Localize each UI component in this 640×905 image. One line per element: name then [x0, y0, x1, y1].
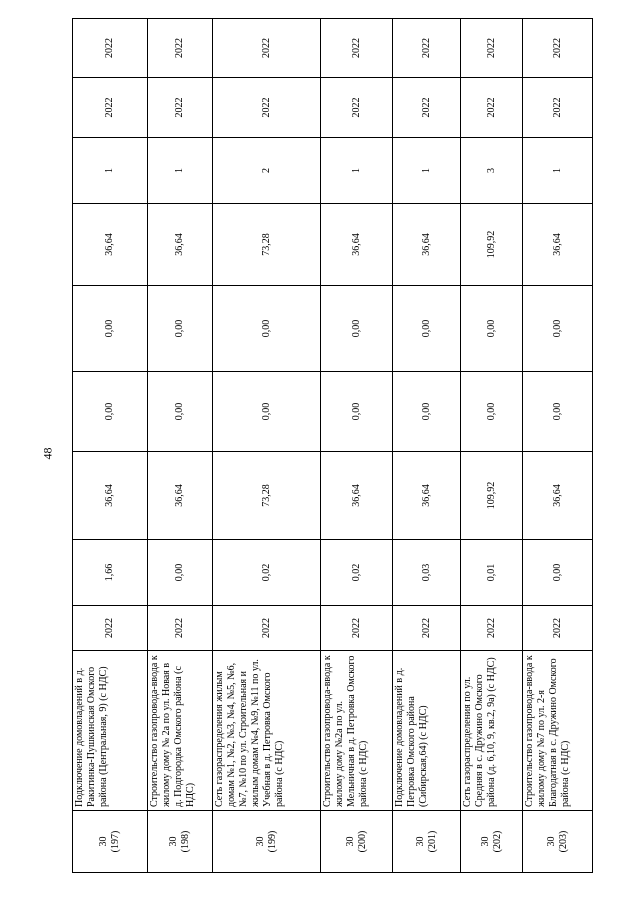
row-value-5: 36,64: [393, 204, 461, 286]
row-num: 30: [414, 836, 426, 847]
row-year-end: 2022: [213, 19, 321, 78]
row-year: 2022: [393, 606, 461, 651]
row-value-1: 0,03: [393, 540, 461, 606]
row-code: (199): [266, 830, 278, 853]
table-row: [461, 19, 523, 873]
row-year: 2022: [461, 606, 523, 651]
row-year-start: 2022: [213, 78, 321, 138]
row-year-start: 2022: [393, 78, 461, 138]
row-id-wrap: [480, 831, 504, 853]
row-value-1: 0,01: [461, 540, 523, 606]
row-value-4: 0,00: [148, 286, 213, 372]
row-id-wrap: [546, 831, 570, 853]
row-value-1: 1,66: [73, 540, 148, 606]
row-value-4: 0,00: [393, 286, 461, 372]
row-value-3: 0,00: [321, 372, 393, 452]
row-value-3: 0,00: [213, 372, 321, 452]
row-description: Строительство газопровода-ввода к жилому дому №2а по ул. Мельничная в д. Петровка Омского района (с НДС): [321, 651, 393, 811]
row-value-5: 36,64: [321, 204, 393, 286]
row-value-5: 36,64: [523, 204, 593, 286]
row-id-wrap: [345, 831, 369, 853]
row-year: 2022: [523, 606, 593, 651]
row-value-5: 36,64: [148, 204, 213, 286]
row-num: 30: [344, 836, 356, 847]
row-count: 1: [321, 138, 393, 204]
row-value-1: 0,00: [523, 540, 593, 606]
row-description: Строительство газопровода-ввода к жилому дому № 2а по ул. Новая в д. Подгородка Омского района (с НДС): [148, 651, 213, 811]
row-value-5: 73,28: [213, 204, 321, 286]
row-year-end: 2022: [461, 19, 523, 78]
row-value-2: 73,28: [213, 452, 321, 540]
row-year-end: 2022: [148, 19, 213, 78]
row-value-4: 0,00: [73, 286, 148, 372]
row-year-start: 2022: [523, 78, 593, 138]
row-year: 2022: [73, 606, 148, 651]
row-description: Подключение домовладений в д. Ракитинка-Пушкинская Омского района (Центральная, 9) (с НДС): [73, 651, 148, 811]
row-year-end: 2022: [73, 19, 148, 78]
row-description: Строительство газопровода-ввода к жилому дому №7 по ул. 2-я Благодатная в с. Дружино Омского района (с НДС): [523, 651, 593, 811]
row-value-2: 36,64: [73, 452, 148, 540]
row-description: Сеть газораспределения по ул. Средняя в с. Дружино Омского района (д. 6,10, 9, кв.2, 9а) (с НДС): [461, 651, 523, 811]
row-value-4: 0,00: [461, 286, 523, 372]
data-table: [72, 18, 593, 873]
row-year-end: 2022: [523, 19, 593, 78]
row-id-wrap: [168, 831, 192, 853]
row-id: [523, 811, 593, 873]
row-value-5: 109,92: [461, 204, 523, 286]
row-id: [321, 811, 393, 873]
row-year-end: 2022: [393, 19, 461, 78]
row-code: (203): [557, 830, 569, 853]
row-count: 1: [148, 138, 213, 204]
row-count: 1: [73, 138, 148, 204]
row-num: 30: [254, 836, 266, 847]
row-count: 1: [393, 138, 461, 204]
row-id: [393, 811, 461, 873]
row-year-start: 2022: [321, 78, 393, 138]
row-value-2: 36,64: [393, 452, 461, 540]
row-year: 2022: [213, 606, 321, 651]
row-value-4: 0,00: [321, 286, 393, 372]
row-value-2: 36,64: [523, 452, 593, 540]
row-num: 30: [98, 836, 109, 847]
row-id: [461, 811, 523, 873]
row-num: 30: [168, 836, 179, 847]
row-value-2: 36,64: [148, 452, 213, 540]
row-value-2: 36,64: [321, 452, 393, 540]
row-description: Сеть газораспределения жилым домам №1, №2, №3, №4, №5, №6, №7, №10 по ул. Строительная и жилым домам №4, №9, №11 по ул. Учебная в д. Петровка Омского района (с НДС): [213, 651, 321, 811]
table-row: [321, 19, 393, 873]
row-value-3: 0,00: [73, 372, 148, 452]
row-id: [213, 811, 321, 873]
table-row: [73, 19, 148, 873]
row-value-3: 0,00: [148, 372, 213, 452]
row-description: Подключение домовладений в д. Петровка Омского района (Сибирская,64) (с НДС): [393, 651, 461, 811]
table-row: [523, 19, 593, 873]
row-year-start: 2022: [461, 78, 523, 138]
row-year-end: 2022: [321, 19, 393, 78]
row-id-wrap: [415, 831, 439, 853]
row-year-start: 2022: [148, 78, 213, 138]
row-value-3: 0,00: [393, 372, 461, 452]
page-number: 48: [40, 447, 55, 460]
row-id: [148, 811, 213, 873]
row-value-1: 0,02: [321, 540, 393, 606]
row-code: (200): [356, 830, 368, 853]
row-value-3: 0,00: [523, 372, 593, 452]
row-value-5: 36,64: [73, 204, 148, 286]
row-value-1: 0,00: [148, 540, 213, 606]
row-id-wrap: [255, 831, 279, 853]
rotated-table-area: [72, 33, 592, 873]
row-id-wrap: [98, 831, 122, 853]
table-row: [213, 19, 321, 873]
row-value-2: 109,92: [461, 452, 523, 540]
table-sheet: [72, 33, 592, 873]
row-value-4: 0,00: [523, 286, 593, 372]
row-year: 2022: [321, 606, 393, 651]
row-id: [73, 811, 148, 873]
row-num: 30: [545, 836, 557, 847]
row-code: (198): [180, 830, 191, 853]
row-year: 2022: [148, 606, 213, 651]
row-count: 2: [213, 138, 321, 204]
row-year-start: 2022: [73, 78, 148, 138]
row-value-4: 0,00: [213, 286, 321, 372]
row-code: (202): [491, 830, 503, 853]
row-code: (197): [110, 830, 121, 853]
row-count: 1: [523, 138, 593, 204]
row-value-1: 0,02: [213, 540, 321, 606]
row-value-3: 0,00: [461, 372, 523, 452]
row-num: 30: [479, 836, 491, 847]
table-row: [393, 19, 461, 873]
table-row: [148, 19, 213, 873]
row-code: (201): [426, 830, 438, 853]
row-count: 3: [461, 138, 523, 204]
